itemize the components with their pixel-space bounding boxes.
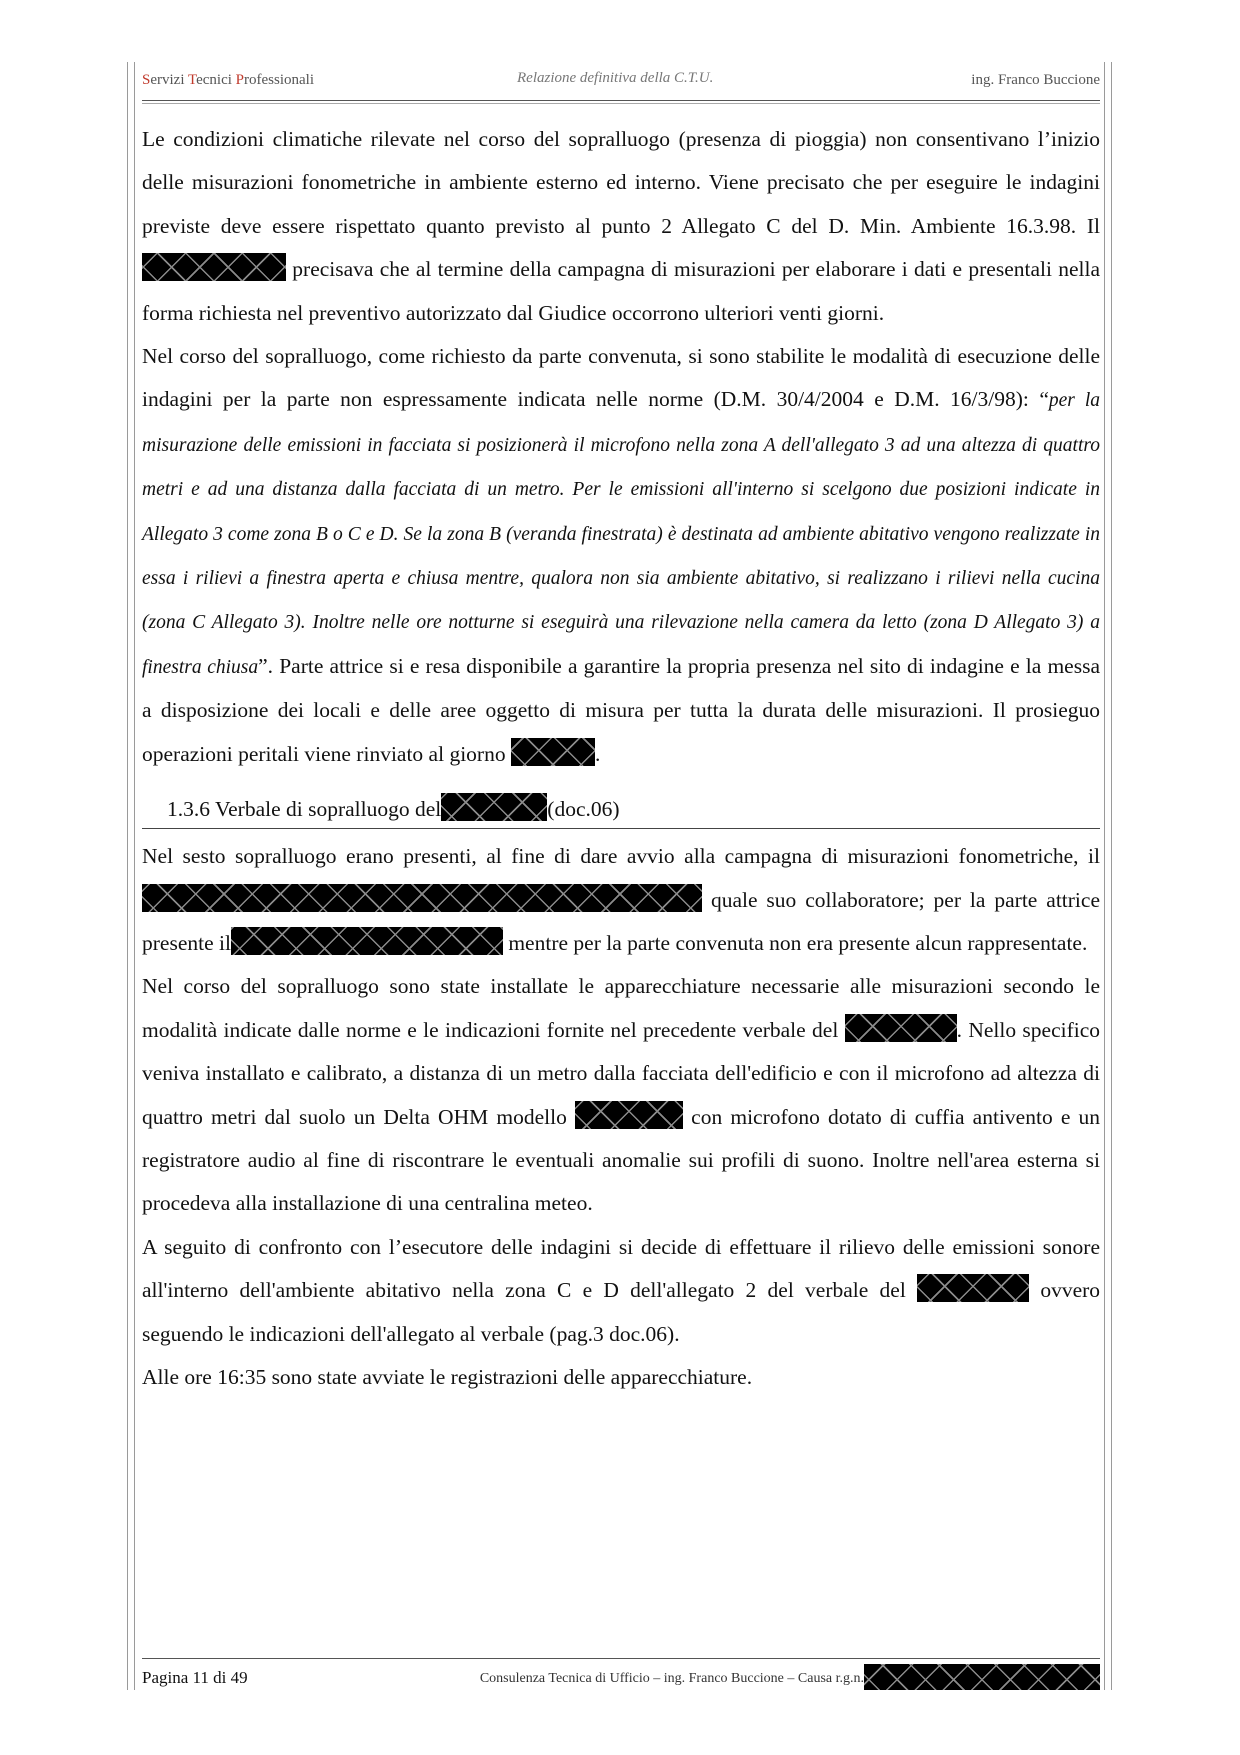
paragraph-3-text-a: Nel sesto sopralluogo erano presenti, al fine di dare avvio alla campagna di misurazioni fonometriche, il (142, 844, 1100, 869)
redacted-block (864, 1664, 1100, 1690)
paragraph-1-text-b: precisava che al termine della campagna di misurazioni per elaborare i dati e presentali nella forma richiesta nel preventivo autorizzato dal Giudice occorrono ulteriori venti giorni. (142, 257, 1101, 325)
paragraph-2 (142, 335, 1100, 776)
paragraph-4-text-a: Nel corso del sopralluogo sono state installate le apparecchiature necessarie alle misurazioni secondo le modalità indicate dalle norme e le indicazioni fornite nel precedente verbale del (142, 974, 1100, 1042)
redacted-block (575, 1101, 683, 1129)
header-initial-s: S (142, 72, 151, 88)
redacted-block (142, 253, 286, 281)
paragraph-3-text-c: mentre per la parte convenuta non era presente alcun rappresentate. (508, 930, 1088, 955)
footer-rule (142, 1658, 1100, 1659)
header-document-title: Relazione definitiva della C.T.U. (517, 70, 714, 86)
page-footer (142, 1662, 1100, 1692)
paragraph-5-text-b: ovvero seguendo le indicazioni dell'allegato al verbale (pag.3 doc.06). (142, 1278, 1101, 1346)
section-heading-text-b: (doc.06) (547, 797, 620, 822)
paragraph-3-text-b: quale suo collaboratore; per la parte attrice presente il (142, 887, 1100, 955)
paragraph-4-text-c: con microfono dotato di cuffia antivento e un registratore audio al fine di riscontrare le eventuali anomalie sui profili di suono. Inoltre nell'area esterna si procedeva alla installazione di una centralina meteo. (142, 1104, 1101, 1216)
paragraph-2-text-c: . (594, 741, 601, 766)
header-initial-p: P (235, 72, 244, 88)
header-rule (142, 100, 1100, 101)
redacted-block (917, 1274, 1029, 1302)
redacted-block (511, 738, 595, 766)
page-number: Pagina 11 di 49 (142, 1668, 248, 1687)
header-left-part-2: ecnici (196, 72, 236, 88)
redacted-block (441, 793, 547, 821)
paragraph-5-text-a: A seguito di confronto con l’esecutore delle indagini si decide di effettuare il rilievo delle emissioni sonore all'interno dell'ambiente abitativo nella zona C e D dell'allegato 2 del verbale del (142, 1234, 1100, 1303)
page-frame-right-inner (1104, 62, 1105, 1690)
redacted-block (142, 884, 702, 912)
paragraph-2-text-a: Nel corso del sopralluogo, come richiesto da parte convenuta, si sono stabilite le modalità di esecuzione delle indagini per la parte non espressamente indicata nelle norme (D.M. 30/4/2004 e D.M. 16/3/98): “ (142, 344, 1100, 412)
paragraph-5 (142, 1226, 1100, 1356)
paragraph-1-text-a: Le condizioni climatiche rilevate nel corso del sopralluogo (presenza di pioggia) non consentivano l’inizio delle misurazioni fonometriche in ambiente esterno ed interno. Viene precisato che per eseguire le indagini previste deve essere rispettato quanto previsto al punto 2 Allegato C del D. Min. Ambiente 16.3.98. Il (142, 127, 1100, 238)
redacted-block (231, 927, 503, 955)
header-left (142, 72, 314, 89)
page-frame-left-outer (127, 62, 128, 1690)
section-heading (142, 790, 1100, 829)
paragraph-2-quote: per la misurazione delle emissioni in facciata si posizionerà il microfono nella zona A dell'allegato 3 ad una altezza di quattro metri e ad una distanza dalla facciata di un metro. Per le emissioni all'interno si scelgono due posizioni indicate in Allegato 3 come zona B o C e D. Se la zona B (veranda finestrata) è destinata ad ambiente abitativo vengono realizzate in essa i rilievi a finestra aperta e chiusa mentre, qualora non sia ambiente abitativo, si realizzano i rilievi nella cucina (zona C Allegato 3). Inoltre nelle ore notturne si eseguirà una rilevazione nella camera da letto (zona D Allegato 3) a finestra chiusa (142, 390, 1100, 678)
paragraph-6: Alle ore 16:35 sono state avviate le registrazioni delle apparecchiature. (142, 1364, 753, 1389)
header-author: ing. Franco Buccione (971, 72, 1100, 88)
footer-reference-text: Consulenza Tecnica di Ufficio – ing. Franco Buccione – Causa r.g.n. (479, 1671, 864, 1686)
redacted-block (845, 1014, 957, 1042)
header-initial-t: T (187, 72, 197, 88)
page-frame-right-outer (1111, 62, 1112, 1690)
paragraph-4 (142, 965, 1100, 1225)
header-left-part-3: rofessionali (244, 72, 314, 88)
page-frame-left-inner (134, 62, 135, 1690)
footer-reference (480, 1664, 1100, 1690)
page-header (142, 66, 1100, 98)
paragraph-4-text-b: . Nello specifico veniva installato e calibrato, a distanza di un metro dalla facciata dell'edificio e con il microfono ad altezza di quattro metri dal suolo un Delta OHM modello (142, 1017, 1101, 1129)
header-rule-thin (142, 103, 1100, 104)
paragraph-1 (142, 118, 1100, 335)
paragraph-3 (142, 835, 1100, 965)
section-heading-text-a: 1.3.6 Verbale di sopralluogo del (167, 797, 442, 822)
page-body (142, 118, 1100, 1399)
paragraph-2-text-b: ”. Parte attrice si e resa disponibile a garantire la propria presenza nel sito di indagine e la messa a disposizione dei locali e delle aree oggetto di misura per tutta la durata delle misurazioni. Il prosieguo operazioni peritali viene rinviato al giorno (142, 653, 1100, 766)
header-left-part-1: ervizi (150, 72, 188, 88)
